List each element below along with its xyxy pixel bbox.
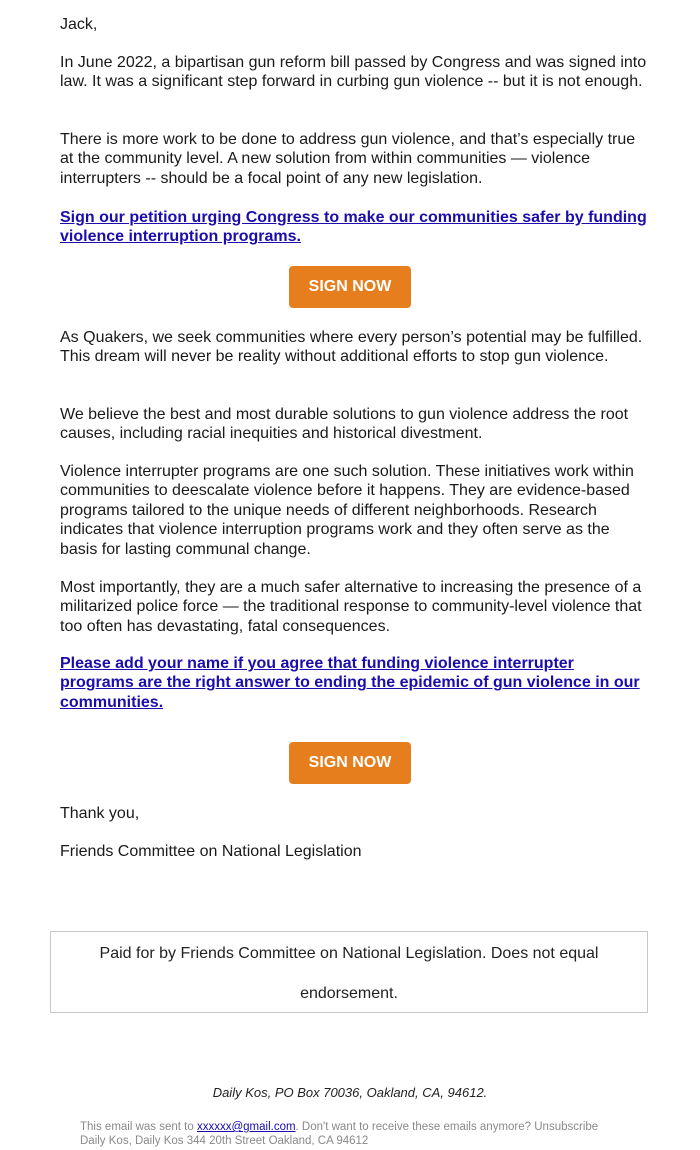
footer-sent-to-prefix: This email was sent to [80, 1121, 197, 1133]
footer-unsubscribe-text[interactable]: . Don't want to receive these emails anymore? Unsubscribe [295, 1121, 599, 1133]
footer-org-address: Daily Kos, Daily Kos 344 20th Street Oakland, CA 94612 [80, 1135, 369, 1147]
sign-now-button[interactable]: SIGN NOW [289, 266, 411, 308]
paragraph-police: Most importantly, they are a much safer alternative to increasing the presence of a militarized police force — the traditional response to community-level violence that too often has devastating, fatal consequences. [60, 579, 642, 635]
add-name-link[interactable]: Please add your name if you agree that funding violence interrupter programs are the right answer to ending the epidemic of gun violence in our communities. [60, 655, 640, 711]
paragraph-quakers: As Quakers, we seek communities where every person’s potential may be fulfilled. This dream will never be reality without additional efforts to stop gun violence. [60, 329, 643, 366]
disclaimer-box [50, 931, 648, 1013]
recipient-email-link[interactable]: xxxxxx@gmail.com [196, 1121, 296, 1133]
paragraph-programs: Violence interrupter programs are one such solution. These initiatives work within communities to deescalate violence before it happens. They are evidence-based programs tailored to the unique needs of different neighborhoods. Research indicates that violence interruption programs work and they often serve as the basis for lasting communal change. [60, 463, 634, 558]
paragraph-bill: In June 2022, a bipartisan gun reform bill passed by Congress and was signed into law. It was a significant step forward in curbing gun violence -- but it is not enough. [60, 54, 647, 91]
greeting: Jack, [60, 16, 98, 33]
sign-now-button-2[interactable]: SIGN NOW [289, 742, 411, 784]
footer-address: Daily Kos, PO Box 70036, Oakland, CA, 94612. [212, 1085, 488, 1100]
petition-link[interactable]: Sign our petition urging Congress to make our communities safer by funding violence interruption programs. [60, 209, 647, 246]
signature: Friends Committee on National Legislation [60, 843, 362, 860]
closing: Thank you, [60, 805, 140, 822]
footer [80, 1120, 640, 1148]
paragraph-community: There is more work to be done to address gun violence, and that’s especially true at the community level. A new solution from within communities — violence interrupters -- should be a focal point of any new legislation. [60, 131, 636, 187]
paragraph-root-causes: We believe the best and most durable solutions to gun violence address the root causes, including racial inequities and historical divestment. [60, 406, 629, 443]
footer-sent-to [80, 1120, 640, 1134]
disclaimer-text: Paid for by Friends Committee on National Legislation. Does not equal endorsement. [99, 945, 599, 1002]
